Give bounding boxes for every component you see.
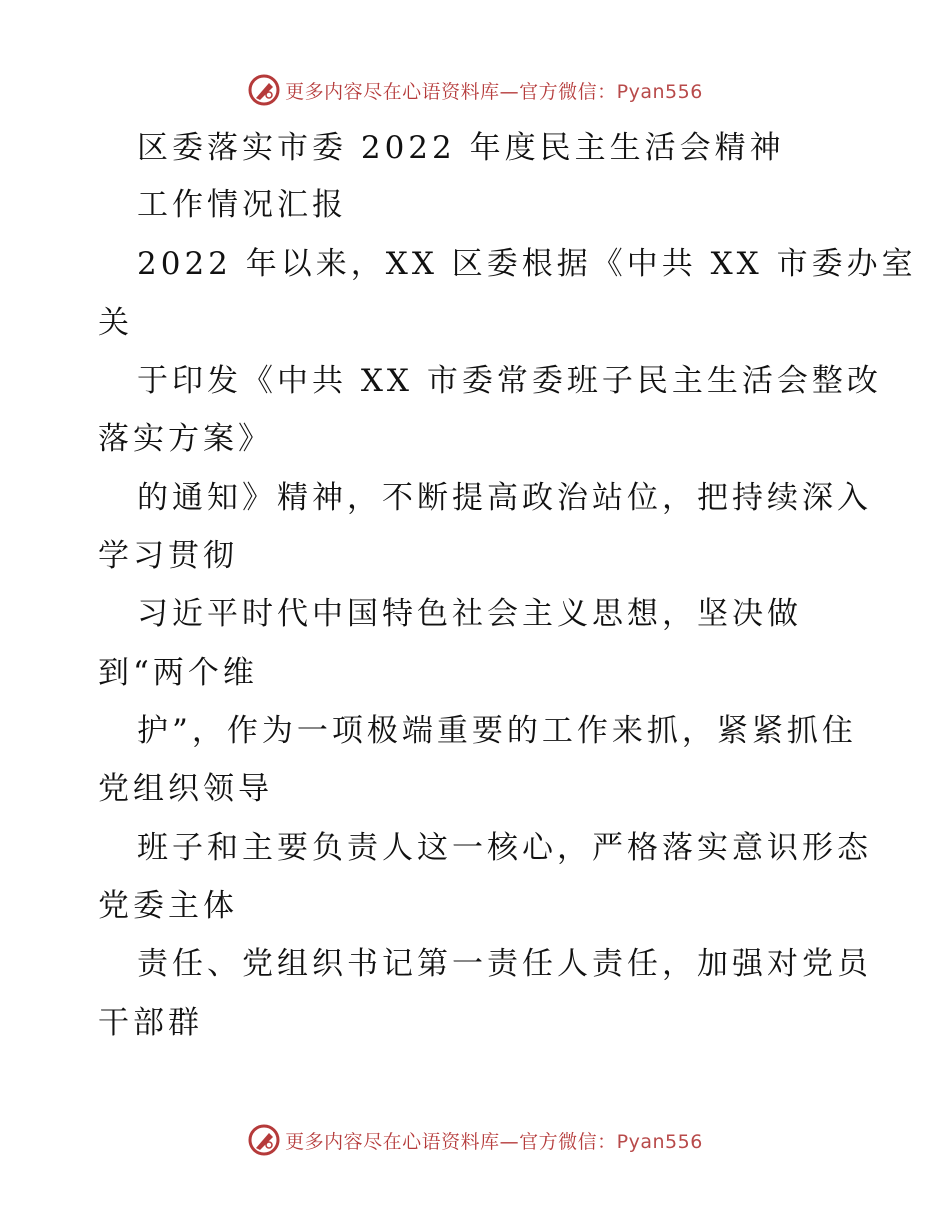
paragraph-line: 2022 年以来，XX 区委根据《中共 XX 市委办室: [137, 246, 917, 282]
paragraph-line: 党委主体: [98, 888, 238, 924]
paragraph-line: 于印发《中共 XX 市委常委班子民主生活会整改: [137, 363, 882, 399]
paragraph-line: 到“两个维: [98, 655, 258, 691]
paragraph-line: 班子和主要负责人这一核心，严格落实意识形态: [137, 830, 872, 866]
header-watermark-label: 更多内容尽在心语资料库—官方微信：: [285, 80, 617, 103]
document-title-line-2: 工作情况汇报: [137, 187, 347, 223]
paragraph-line: 学习贯彻: [98, 538, 238, 574]
paragraph-line: 责任、党组织书记第一责任人责任，加强对党员: [137, 946, 872, 982]
pen-nib-logo-icon: [247, 1123, 281, 1157]
footer-watermark-handle: Pyan556: [616, 1130, 703, 1153]
document-title-line-1: 区委落实市委 2022 年度民主生活会精神: [137, 130, 785, 166]
footer-watermark-banner: [0, 1120, 950, 1160]
paragraph-line: 干部群: [98, 1005, 203, 1041]
paragraph-line: 习近平时代中国特色社会主义思想，坚决做: [137, 596, 802, 632]
paragraph-line: 党组织领导: [98, 771, 273, 807]
footer-watermark-text: [285, 1127, 703, 1154]
paragraph-line: 的通知》精神，不断提高政治站位，把持续深入: [137, 480, 872, 516]
footer-watermark-label: 更多内容尽在心语资料库—官方微信：: [285, 1130, 617, 1153]
paragraph-line: 护”，作为一项极端重要的工作来抓，紧紧抓住: [137, 713, 857, 749]
paragraph-line: 落实方案》: [98, 421, 273, 457]
header-watermark-handle: Pyan556: [616, 80, 703, 103]
paragraph-line: 关: [98, 305, 133, 341]
